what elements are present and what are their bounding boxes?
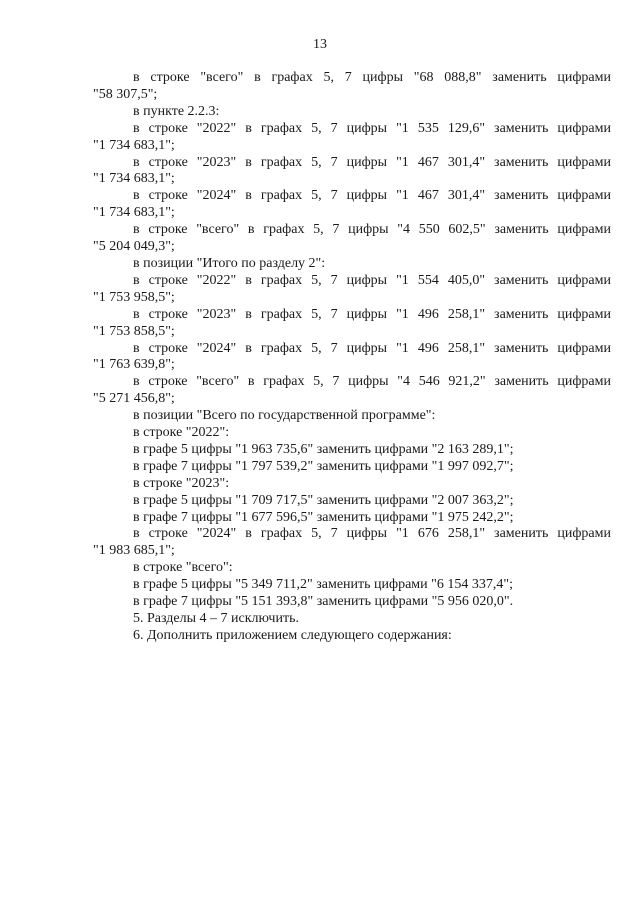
paragraph-continuation: "1 763 639,8"; [93,357,175,373]
paragraph [93,560,611,577]
paragraph-text: 5. Разделы 4 – 7 исключить. [133,611,299,626]
paragraph-text: в пункте 2.2.3: [133,103,220,119]
paragraph-continuation: "5 204 049,3"; [93,239,175,255]
paragraph-text: в строке "всего": [133,560,233,576]
paragraph [93,628,611,645]
paragraph [93,155,611,189]
paragraph-text: в строке "всего" в графах 5, 7 цифры "4 546 921,2" заменить цифрами [133,374,611,390]
paragraph-text: в графе 5 цифры "1 963 735,6" заменить цифрами "2 163 289,1"; [133,441,514,457]
paragraph-continuation: "1 734 683,1"; [93,137,175,153]
paragraph [93,341,611,375]
paragraph [93,104,611,121]
paragraph-text: в строке "всего" в графах 5, 7 цифры "68 088,8" заменить цифрами [133,70,611,85]
paragraph-text: в строке "2023" в графах 5, 7 цифры "1 467 301,4" заменить цифрами [133,154,611,170]
paragraph [93,374,611,408]
paragraph-text: 6. Дополнить приложением следующего содержания: [133,627,452,643]
paragraph-text: в строке "2022": [133,425,230,441]
paragraph [93,476,611,493]
paragraph [93,425,611,442]
paragraph-continuation: "1 734 683,1"; [93,171,175,187]
paragraph-continuation: "1 753 858,5"; [93,323,175,339]
paragraph-text: в строке "2023": [133,475,230,491]
paragraph-continuation: "5 271 456,8"; [93,391,175,407]
paragraph [93,577,611,594]
paragraph [93,307,611,341]
paragraph [93,121,611,155]
paragraph [93,273,611,307]
paragraph [93,188,611,222]
paragraph-continuation: "58 307,5"; [93,86,158,102]
paragraph-text: в графе 7 цифры "5 151 393,8" заменить цифрами "5 956 020,0". [133,594,514,610]
paragraph-text: в строке "2024" в графах 5, 7 цифры "1 496 258,1" заменить цифрами [133,340,611,356]
paragraph-text: в графе 5 цифры "5 349 711,2" заменить цифрами "6 154 337,4"; [133,577,513,593]
paragraph [93,70,611,104]
paragraph-text: в позиции "Итого по разделу 2": [133,255,326,271]
paragraph-text: в графе 7 цифры "1 677 596,5" заменить цифрами "1 975 242,2"; [133,509,514,525]
paragraph [93,510,611,527]
paragraph [93,459,611,476]
paragraph-text: в строке "2022" в графах 5, 7 цифры "1 554 405,0" заменить цифрами [133,272,611,288]
paragraph [93,493,611,510]
paragraph-text: в строке "2024" в графах 5, 7 цифры "1 676 258,1" заменить цифрами [133,526,611,542]
paragraph-continuation: "1 753 958,5"; [93,289,175,305]
paragraph [93,222,611,256]
paragraph-text: в строке "всего" в графах 5, 7 цифры "4 550 602,5" заменить цифрами [133,222,611,238]
paragraph [93,442,611,459]
page-number: 13 [313,37,327,52]
paragraph-text: в строке "2024" в графах 5, 7 цифры "1 467 301,4" заменить цифрами [133,188,611,204]
paragraph-text: в графе 7 цифры "1 797 539,2" заменить цифрами "1 997 092,7"; [133,458,514,474]
paragraph-continuation: "1 734 683,1"; [93,205,175,221]
paragraph-text: в строке "2023" в графах 5, 7 цифры "1 496 258,1" заменить цифрами [133,306,611,322]
paragraph [93,594,611,611]
paragraph-text: в строке "2022" в графах 5, 7 цифры "1 535 129,6" заменить цифрами [133,120,611,136]
paragraph-text: в графе 5 цифры "1 709 717,5" заменить цифрами "2 007 363,2"; [133,492,514,508]
paragraph [93,611,611,628]
paragraph-text: в позиции "Всего по государственной программе": [133,408,436,424]
paragraph-continuation: "1 983 685,1"; [93,543,175,559]
document-body [93,70,611,645]
paragraph [93,256,611,273]
paragraph [93,526,611,560]
paragraph [93,408,611,425]
